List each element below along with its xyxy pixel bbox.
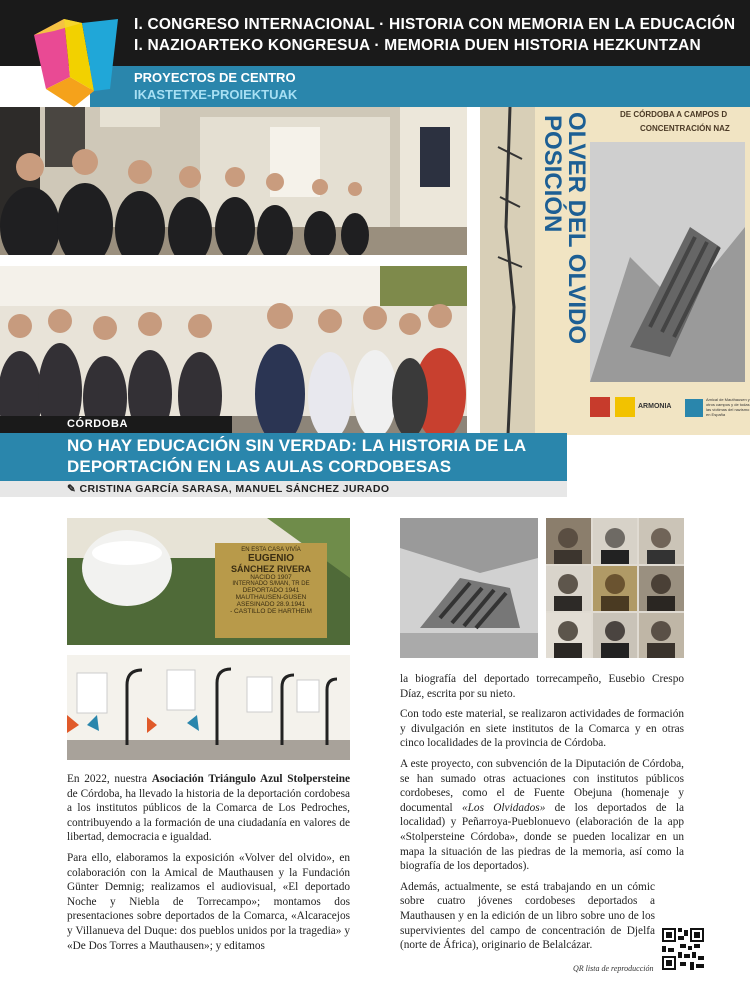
section-bar (90, 66, 750, 107)
plaque-line4: NACIDO 1907 (250, 574, 292, 581)
plaque-line9: - CASTILLO DE HARTHEIM (230, 608, 312, 615)
congress-title-eu: I. NAZIOARTEKO KONGRESUA · MEMORIA DUEN HISTORIA HEZKUNTZAN (134, 37, 701, 54)
poster-top-line2: CONCENTRACIÓN NAZ (640, 124, 730, 133)
association-name: Asociación Triángulo Azul Stolpersteine (151, 773, 351, 785)
corridor-illustration (0, 107, 467, 255)
right-paragraph-3 (400, 757, 684, 874)
right-paragraph-1: la biografía del deportado torrecampeño, Eusebio Crespo Díaz, escrita por su nieto. (400, 673, 684, 700)
poster-amical-text: Amical de Mauthausen y otros campos y de todas las víctimas del nazismo en España (706, 397, 750, 417)
left-p1-end: de Córdoba, ha llevado la historia de la deportación cordobesa a los institutos públicos de la Comarca de Los Pedroches, contribuyendo a la formación de una ciudadanía en valores de libertad, democracia e igualdad. (67, 787, 350, 844)
left-paragraph-2: Para ello, elaboramos la exposición «Volver del olvido», en colaboración con la Amical de Mauthausen y la Fundación Günter Demnig; realizamos el audiovisual, «El deportado Noche y Niebla de Torrecampo»; montamos dos presentaciones sobre deportados de la Comarca, «Alcaracejos y Villanueva del Duque: dos pueblos unidos por la tragedia» y «De Dos Torres a Mauthausen»; y editamos (67, 851, 350, 952)
section-title-es: PROYECTOS DE CENTRO (134, 70, 296, 85)
article-title (0, 433, 567, 481)
section-title-eu: IKASTETXE-PROIEKTUAK (134, 87, 298, 102)
right-paragraph-2: Con todo este material, se realizaron actividades de formación y divulgación en siete institutos de la Comarca y en otras cinco localidades de la provincia de Córdoba. (400, 708, 684, 750)
congress-title-es: I. CONGRESO INTERNACIONAL · HISTORIA CON MEMORIA EN LA EDUCACIÓN (134, 16, 736, 33)
group-illustration (0, 266, 467, 433)
plaque-line5: INTERNADO S/MAN, TR DE (232, 581, 310, 587)
plaque-line2: EUGENIO (247, 553, 295, 564)
comic-drawing-photo (400, 518, 538, 658)
qr-code-icon[interactable] (662, 928, 704, 970)
plaque-line3: SÁNCHEZ RIVERA (230, 564, 311, 574)
left-paragraph-1 (67, 772, 350, 845)
exhibition-poster-photo (480, 107, 750, 435)
right-paragraph-4: Además, actualmente, se está trabajando en un cómic sobre cuatro jóvenes cordobeses deportados a Mauthausen y en la edición de un libro sobre uno de los supervivientes del campo de concentración de Djelfa (norte de África), originario de Belalcázar. (400, 880, 655, 952)
plaque-line1: EN ESTA CASA VIVÍA (241, 547, 301, 553)
poster-illustration (480, 107, 750, 435)
documentary-title: «Los Olvidados» (462, 801, 546, 814)
congress-logo (34, 19, 118, 107)
right-column (400, 672, 684, 959)
right-p3-start: A este proyecto, con subvención de la Diputación de Córdoba, se han sumado otras actuaciones con institutos públicos cordobeses, como el de Fuente Obejuna (homenaje y documental (400, 757, 684, 814)
region-label (0, 416, 232, 433)
left-column (67, 772, 350, 959)
exhibition-hall-photo (67, 655, 350, 760)
article-authors (0, 481, 567, 497)
hall-illustration (67, 655, 350, 760)
students-corridor-photo (0, 107, 467, 255)
poster-top-line1: DE CÓRDOBA A CAMPOS D (620, 110, 728, 119)
poster-sponsor: ARMONIA (638, 403, 672, 410)
article-title-line1: NO HAY EDUCACIÓN SIN VERDAD: LA HISTORIA DE LA (67, 436, 527, 455)
qr-caption: QR lista de reproducción (573, 964, 654, 973)
group-courtyard-photo (0, 266, 467, 433)
plaque-line7: MAUTHAUSEN-GUSEN (235, 594, 307, 601)
poster-title-2: OLVER DEL OLVIDO (563, 112, 590, 345)
stolperstein-photo (67, 518, 350, 645)
region-name: CÓRDOBA (67, 418, 129, 430)
plaque-text (217, 547, 325, 615)
plaque-line8: ASESINADO 28.9.1941 (236, 601, 306, 608)
authors-text: ✎ CRISTINA GARCÍA SARASA, MANUEL SÁNCHEZ JURADO (67, 483, 390, 495)
left-p1-start: En 2022, nuestra (67, 773, 152, 785)
poster-title-1: POSICIÓN (539, 115, 566, 233)
portraits-grid (546, 518, 684, 658)
article-title-line2: DEPORTACIÓN EN LAS AULAS CORDOBESAS (67, 457, 452, 476)
deportee-portraits (546, 518, 684, 658)
right-p3-end: de los deportados de la localidad) y Peñarroya-Pueblonuevo (elaboración de la app «Stolpersteine Córdoba», donde se pueden localizar en un mapa la situación de las piedras de la memoria, así como la biografía de los deportados). (400, 801, 685, 873)
plaque-line6: DEPORTADO 1941 (242, 587, 300, 594)
comic-illustration (400, 518, 538, 658)
